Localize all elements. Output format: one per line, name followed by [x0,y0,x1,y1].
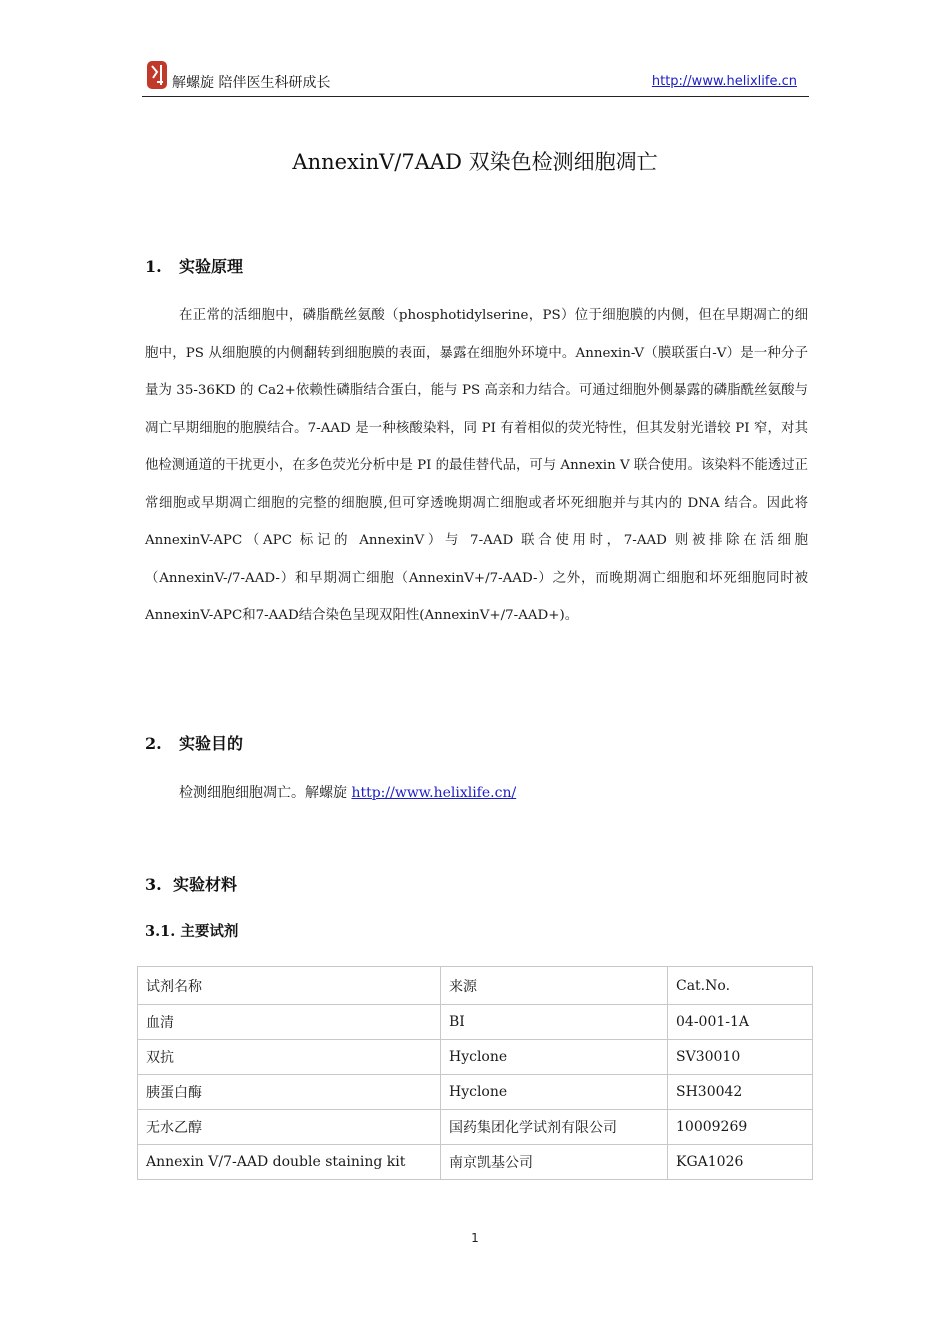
table-cell: 国药集团化学试剂有限公司 [441,1110,668,1145]
table-row [138,1005,813,1040]
section-title: 实验目的 [179,734,244,753]
table-cell: KGA1026 [668,1145,813,1180]
purpose-description: 检测细胞细胞凋亡。解螺旋 [179,785,352,801]
table-cell: Hyclone [441,1040,668,1075]
table-row [138,1145,813,1180]
table-row [138,1110,813,1145]
table-cell: Annexin V/7-AAD double staining kit [138,1145,441,1180]
header-url-link[interactable]: http://www.helixlife.cn [651,74,797,89]
brand-slogan: 解螺旋 陪伴医生科研成长 [172,75,331,91]
table-cell: Hyclone [441,1075,668,1110]
table-cell: 10009269 [668,1110,813,1145]
table-header-cell: 来源 [441,967,668,1005]
helix-logo-icon [146,60,168,90]
section-3-heading [145,872,237,895]
page-number: 1 [471,1231,479,1245]
section-number: 3. [145,875,162,894]
table-cell: 南京凯基公司 [441,1145,668,1180]
table-header-cell: 试剂名称 [138,967,441,1005]
table-cell: 双抗 [138,1040,441,1075]
document-title: AnnexinV/7AAD 双染色检测细胞凋亡 [292,150,658,174]
table-cell: SV30010 [668,1040,813,1075]
section-number: 2. [145,734,162,753]
table-row [138,1075,813,1110]
table-cell: 无水乙醇 [138,1110,441,1145]
table-cell: 胰蛋白酶 [138,1075,441,1110]
table-cell: 血清 [138,1005,441,1040]
page-header [142,58,809,97]
table-header-row [138,967,813,1005]
purpose-text [179,782,516,802]
table-row [138,1040,813,1075]
section-title: 实验原理 [179,257,244,276]
table-cell: SH30042 [668,1075,813,1110]
table-cell: 04-001-1A [668,1005,813,1040]
section-number: 1. [145,257,162,276]
section-1-heading [145,254,243,277]
section-2-heading [145,731,243,754]
subsection-3-1-heading: 3.1. 主要试剂 [145,923,239,940]
helixlife-link[interactable]: http://www.helixlife.cn/ [351,785,517,801]
table-cell: BI [441,1005,668,1040]
section-title: 实验材料 [173,875,238,894]
principle-paragraph: 在正常的活细胞中，磷脂酰丝氨酸（phosphotidylserine，PS）位于细胞膜的内侧，但在早期凋亡的细胞中，PS 从细胞膜的内侧翻转到细胞膜的表面，暴露在细胞外环境中。Annexin-V（膜联蛋白-V）是一种分子量为 35-36KD 的 Ca2+依赖性磷脂结合蛋白，能与 PS 高亲和力结合。可通过细胞外侧暴露的磷脂酰丝氨酸与凋亡早期细胞的胞膜结合。7-AAD 是一种核酸染料，同 PI 有着相似的荧光特性，但其发射光谱较 PI 窄，对其他检测通道的干扰更小，在多色荧光分析中是 PI 的最佳替代品，可与 Annexin V 联合使用。该染料不能透过正常细胞或早期凋亡细胞的完整的细胞膜,但可穿透晚期凋亡细胞或者坏死细胞并与其内的 DNA 结合。因此将 AnnexinV-APC（APC 标记的 AnnexinV）与 7-AAD 联合使用时，7-AAD 则被排除在活细胞（AnnexinV-/7-AAD-）和早期凋亡细胞（AnnexinV+/7-AAD-）之外，而晚期凋亡细胞和坏死细胞同时被AnnexinV-APC和7-AAD结合染色呈现双阳性(AnnexinV+/7-AAD+)。 [145,308,808,623]
reagents-table [137,966,813,1180]
table-header-cell: Cat.No. [668,967,813,1005]
